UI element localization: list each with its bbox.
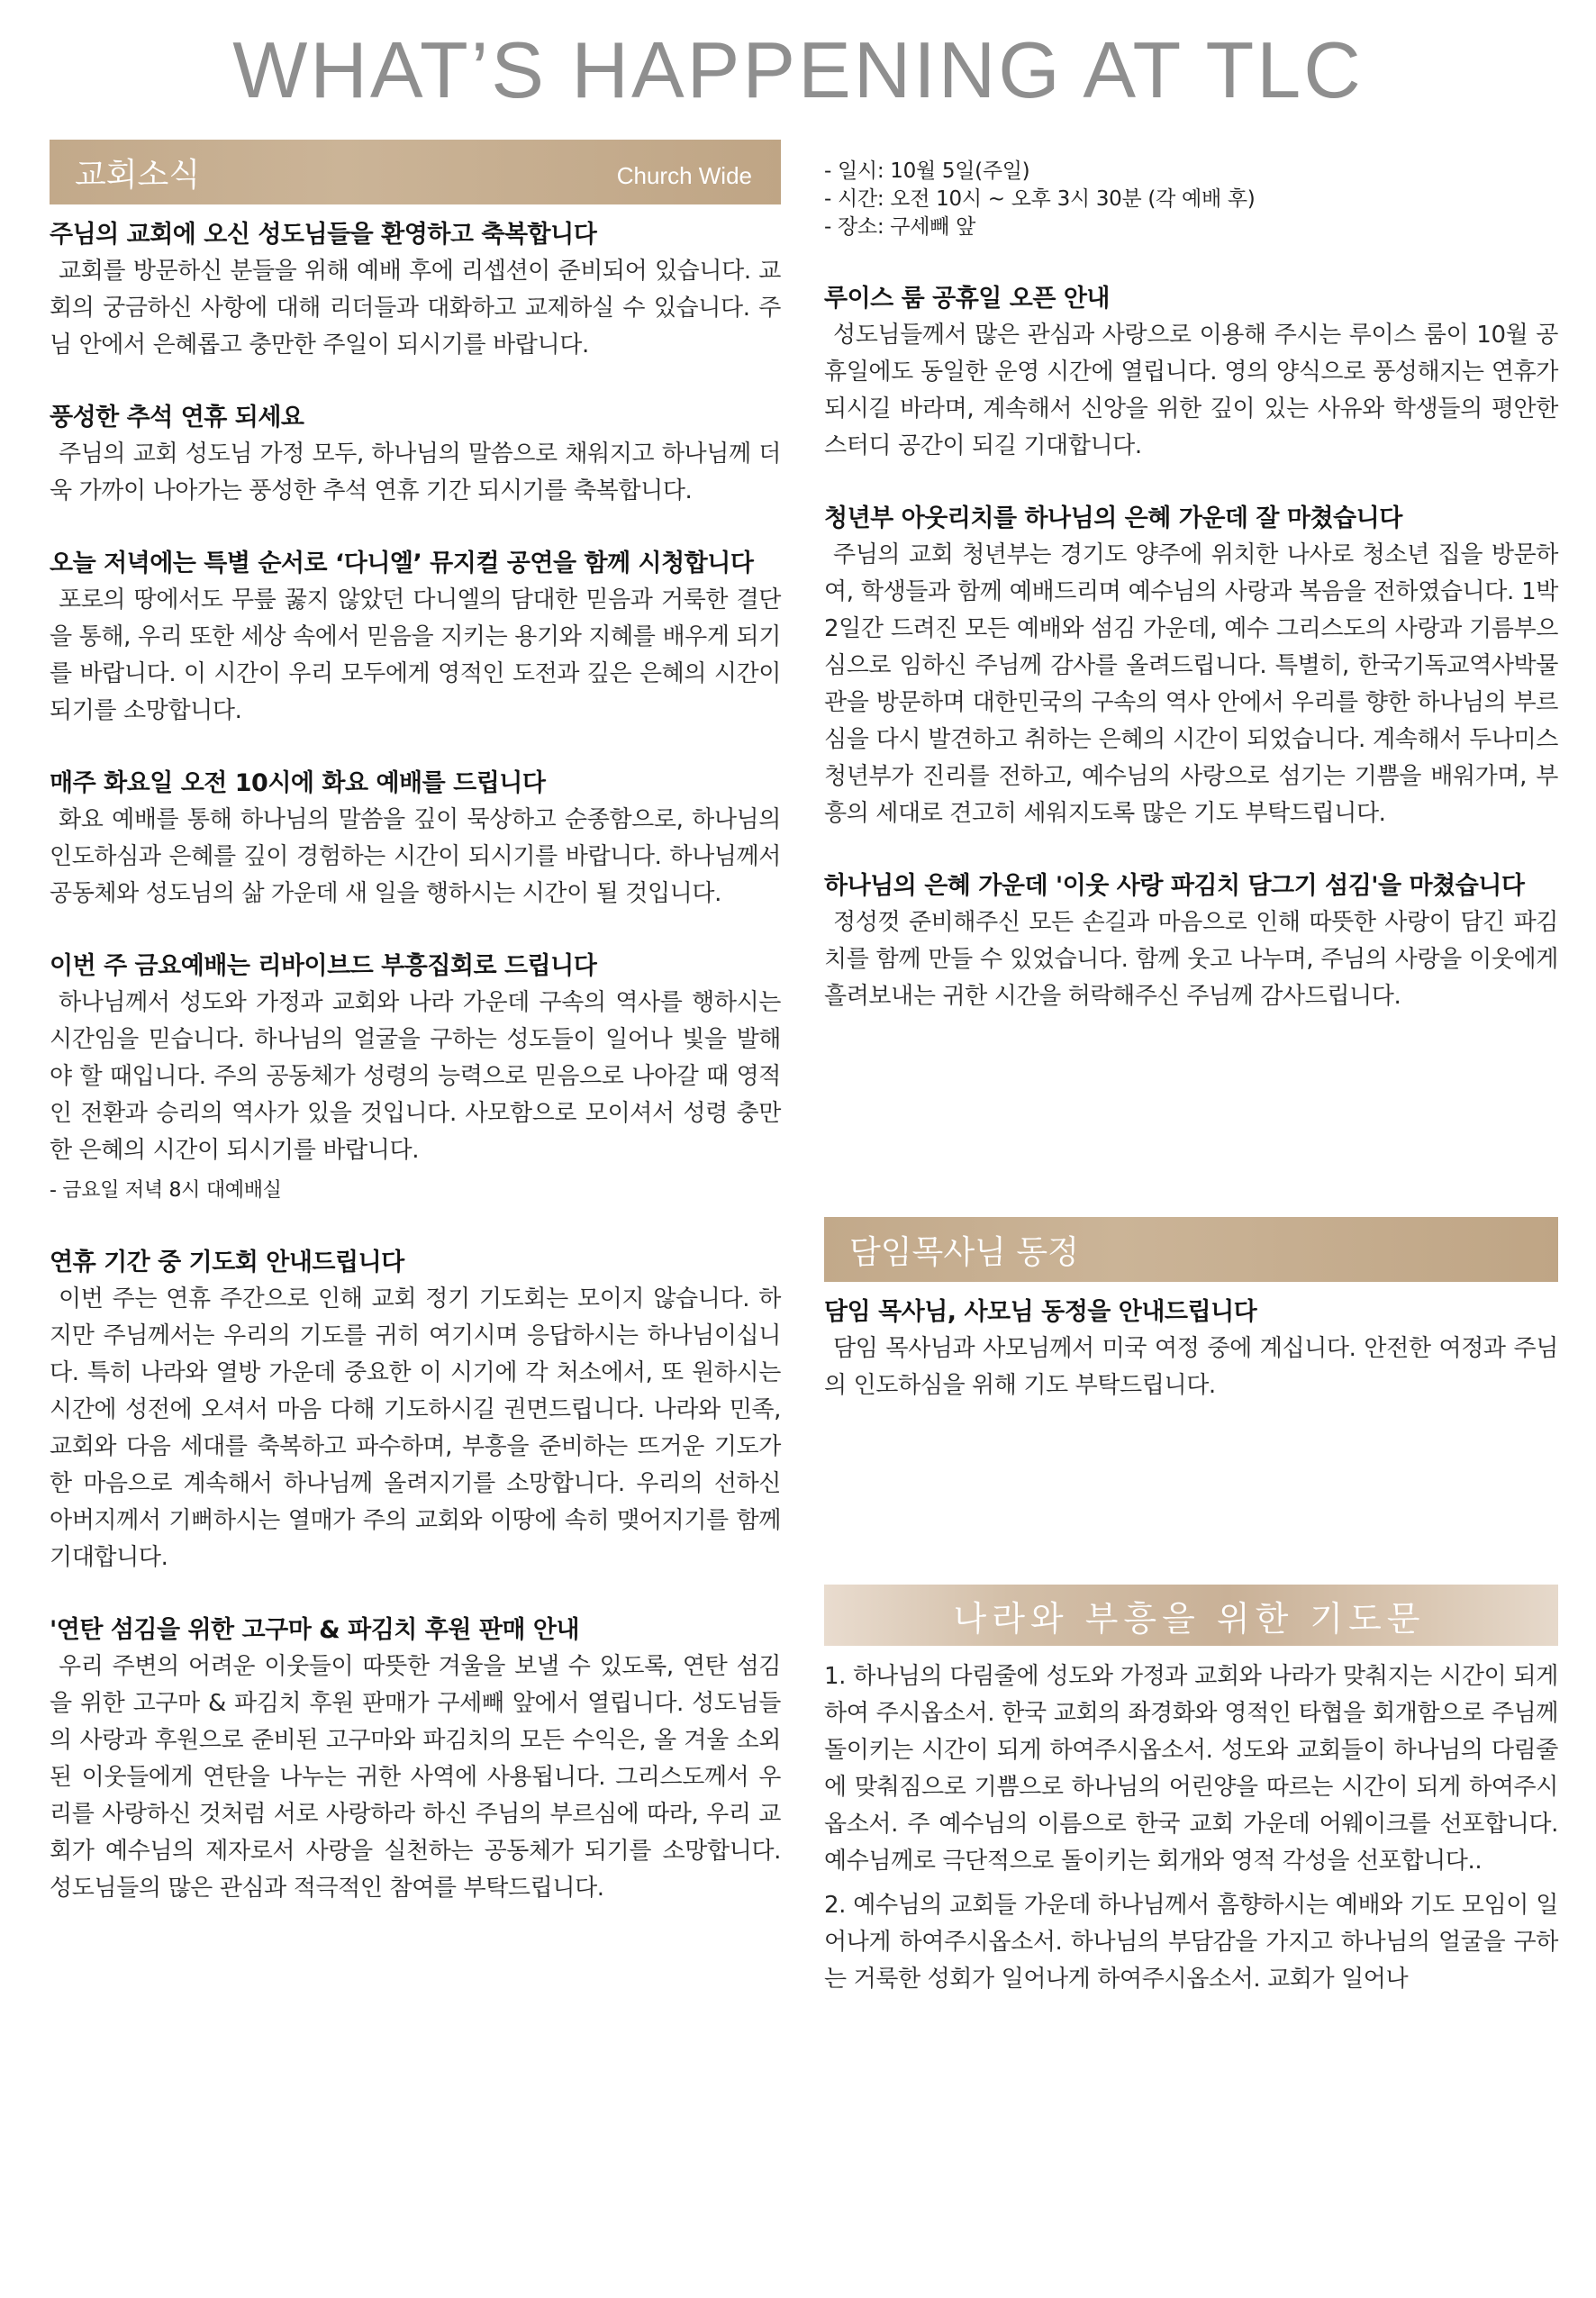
spacer — [824, 1440, 1558, 1585]
church-wide-header — [50, 140, 781, 204]
news-item-friday-revival — [50, 949, 781, 1209]
right-column — [824, 158, 1558, 2005]
news-item-body: 포로의 땅에서도 무릎 꿇지 않았던 다니엘의 담대한 믿음과 거룩한 결단을 통해, 우리 또한 세상 속에서 믿음을 지키는 용기와 지혜를 배우게 되기를 바랍니다. 이 시간이 우리 모두에게 영적인 도전과 깊은 은혜의 시간이 되기를 소망합니다. — [50, 586, 781, 724]
news-item-chuseok — [50, 400, 781, 510]
news-item-title: 오늘 저녁에는 특별 순서로 ‘다니엘’ 뮤지컬 공연을 함께 시청합니다 — [50, 550, 754, 577]
news-item-body: 교회를 방문하신 분들을 위해 예배 후에 리셉션이 준비되어 있습니다. 교회의 궁금하신 사항에 대해 리더들과 대화하고 교제하실 수 있습니다. 주님 안에서 은혜롭고 충만한 주일이 되시기를 바랍니다. — [50, 258, 781, 359]
news-item-title: 연휴 기간 중 기도회 안내드립니다 — [50, 1249, 404, 1276]
news-item-body: 주님의 교회 성도님 가정 모두, 하나님의 말씀으로 채워지고 하나님께 더욱 가까이 나아가는 풍성한 추석 연휴 기간 되시기를 축복합니다. — [50, 441, 781, 504]
news-item-body: 화요 예배를 통해 하나님의 말씀을 깊이 묵상하고 순종함으로, 하나님의 인도하심과 은혜를 깊이 경험하는 시간이 되시기를 바랍니다. 하나님께서 공동체와 성도님의 삶 가운데 새 일을 행하시는 시간이 될 것입니다. — [50, 806, 781, 907]
news-item-body: 담임 목사님과 사모님께서 미국 여정 중에 계십니다. 안전한 여정과 주님의 인도하심을 위해 기도 부탁드립니다. — [824, 1335, 1558, 1399]
news-item-welcome — [50, 217, 781, 364]
news-item-kimchi-service — [824, 868, 1558, 1015]
news-item-title: 청년부 아웃리치를 하나님의 은혜 가운데 잘 마쳤습니다 — [824, 504, 1402, 532]
news-item-title: 주님의 교회에 오신 성도님들을 환영하고 축복합니다 — [50, 221, 597, 249]
sale-place: - 장소: 구세빼 앞 — [824, 215, 975, 239]
church-wide-title-en: Church Wide — [616, 161, 752, 189]
left-column — [50, 140, 781, 1943]
news-item-body: 우리 주변의 어려운 이웃들이 따뜻한 겨울을 보낼 수 있도록, 연탄 섬김을 위한 고구마 & 파김치 후원 판매가 구세빼 앞에서 열립니다. 성도님들의 사랑과 후원으로 준비된 고구마와 파김치의 모든 수익은, 올 겨울 소외된 이웃들에게 연탄을 나누는 귀한 사역에 사용됩니다. 그리스도께서 우리를 사랑하신 것처럼 서로 사랑하라 하신 주님의 부르심에 따라, 우리 교회가 예수님의 제자로서 사랑을 실천하는 공동체가 되기를 소망합니다. 성도님들의 많은 관심과 적극적인 참여를 부탁드립니다. — [50, 1653, 781, 1902]
news-item-title: 하나님의 은혜 가운데 '이웃 사랑 파김치 담그기 섬김'을 마쳤습니다 — [824, 872, 1525, 900]
news-item-body: 성도님들께서 많은 관심과 사랑으로 이용해 주시는 루이스 룸이 10월 공휴일에도 동일한 운영 시간에 열립니다. 영의 양식으로 풍성해지는 연휴가 되시길 바라며, 계속해서 신앙을 위한 깊이 있는 사유와 학생들의 평안한 스터디 공간이 되길 기대합니다. — [824, 322, 1558, 459]
page-title: WHAT’S HAPPENING AT TLC — [232, 25, 1364, 114]
spacer — [824, 1051, 1558, 1217]
news-item-body: 이번 주는 연휴 주간으로 인해 교회 정기 기도회는 모이지 않습니다. 하지만 주님께서는 우리의 기도를 귀히 여기시며 응답하시는 하나님이십니다. 특히 나라와 열방 가운데 중요한 이 시기에 각 처소에서, 또 원하시는 시간에 성전에 오셔서 마음 다해 기도하시길 권면드립니다. 나라와 민족, 교회와 다음 세대를 축복하고 파수하며, 부흥을 준비하는 뜨거운 기도가 한 마음으로 계속해서 하나님께 올려지기를 소망합니다. 우리의 선하신 아버지께서 기뻐하시는 열매가 주의 교회와 이땅에 속히 맺어지기를 함께 기대합니다. — [50, 1285, 781, 1571]
news-item-youth-outreach — [824, 501, 1558, 832]
sale-time: - 시간: 오전 10시 ~ 오후 3시 30분 (각 예배 후) — [824, 187, 1256, 211]
prayer-paragraph: 1. 하나님의 다림줄에 성도와 가정과 교회와 나라가 맞춰지는 시간이 되게 하여 주시옵소서. 한국 교회의 좌경화와 영적인 타협을 회개함으로 주님께 돌이키는 시간이 되게 하여주시옵소서. 성도와 교회들이 하나님의 다림줄에 맞춰짐으로 기쁨으로 하나님의 어린양을 따르는 시간이 되게 하여주시옵소서. 주 예수님의 이름으로 한국 교회 가운데 어웨이크를 선포합니다. 예수님께로 극단적으로 돌이키는 회개와 영적 각성을 선포합니다.. — [824, 1663, 1558, 1875]
news-item-title: 담임 목사님, 사모님 동정을 안내드립니다 — [824, 1298, 1257, 1326]
news-item-prayer-meeting — [50, 1245, 781, 1576]
news-item-body: 하나님께서 성도와 가정과 교회와 나라 가운데 구속의 역사를 행하시는 시간임을 믿습니다. 하나님의 얼굴을 구하는 성도들이 일어나 빛을 발해야 할 때입니다. 주의 공동체가 성령의 능력으로 믿음으로 나아갈 때 영적인 전환과 승리의 역사가 있을 것입니다. 사모함으로 모이셔서 성령 충만한 은혜의 시간이 되시기를 바랍니다. — [50, 989, 781, 1164]
news-item-title: '연탄 섬김을 위한 고구마 & 파김치 후원 판매 안내 — [50, 1616, 580, 1644]
news-item-note: - 금요일 저녁 8시 대예배실 — [50, 1179, 282, 1202]
sale-details — [824, 158, 1558, 241]
news-item-body: 정성껏 준비해주신 모든 손길과 마음으로 인해 따뜻한 사랑이 담긴 파김치를 함께 만들 수 있었습니다. 함께 웃고 나누며, 주님의 사랑을 이웃에게 흘려보내는 귀한 시간을 허락해주신 주님께 감사드립니다. — [824, 909, 1559, 1010]
prayer-header — [824, 1585, 1558, 1646]
news-item-title: 매주 화요일 오전 10시에 화요 예배를 드립니다 — [50, 769, 546, 797]
prayer-title: 나라와 부흥을 위한 기도문 — [953, 1598, 1426, 1639]
pastor-header — [824, 1217, 1558, 1282]
news-item-fundraiser-sale — [50, 1612, 781, 1907]
news-item-title: 이번 주 금요예배는 리바이브드 부흥집회로 드립니다 — [50, 952, 597, 980]
church-wide-title: 교회소식 — [75, 156, 201, 194]
prayer-paragraph: 2. 예수님의 교회들 가운데 하나님께서 흠향하시는 예배와 기도 모임이 일어나게 하여주시옵소서. 하나님의 부담감을 가지고 하나님의 얼굴을 구하는 거룩한 성회가 일어나게 하여주시옵소서. 교회가 일어나 — [824, 1892, 1558, 1993]
pastor-title: 담임목사님 동정 — [849, 1233, 1079, 1271]
news-item-body: 주님의 교회 청년부는 경기도 양주에 위치한 나사로 청소년 집을 방문하여, 학생들과 함께 예배드리며 예수님의 사랑과 복음을 전하였습니다. 1박 2일간 드려진 모든 예배와 섬김 가운데, 예수 그리스도의 사랑과 기름부으심으로 임하신 주님께 감사를 올려드립니다. 특별히, 한국기독교역사박물관을 방문하며 대한민국의 구속의 역사 안에서 우리를 향한 하나님의 부르심을 다시 발견하고 취하는 은혜의 시간이 되었습니다. 계속해서 두나미스 청년부가 진리를 전하고, 예수님의 사랑으로 섬기는 기쁨을 배워가며, 부흥의 세대로 견고히 세워지도록 많은 기도 부탁드립니다. — [824, 541, 1558, 827]
news-item-daniel-musical — [50, 546, 781, 730]
news-item-tuesday-service — [50, 766, 781, 913]
news-item-pastor-update — [824, 1294, 1558, 1404]
sale-date: - 일시: 10월 5일(주일) — [824, 159, 1030, 183]
news-item-title: 풍성한 추석 연휴 되세요 — [50, 404, 304, 431]
news-item-lewis-room — [824, 281, 1558, 465]
news-item-title: 루이스 룸 공휴일 오픈 안내 — [824, 285, 1111, 313]
